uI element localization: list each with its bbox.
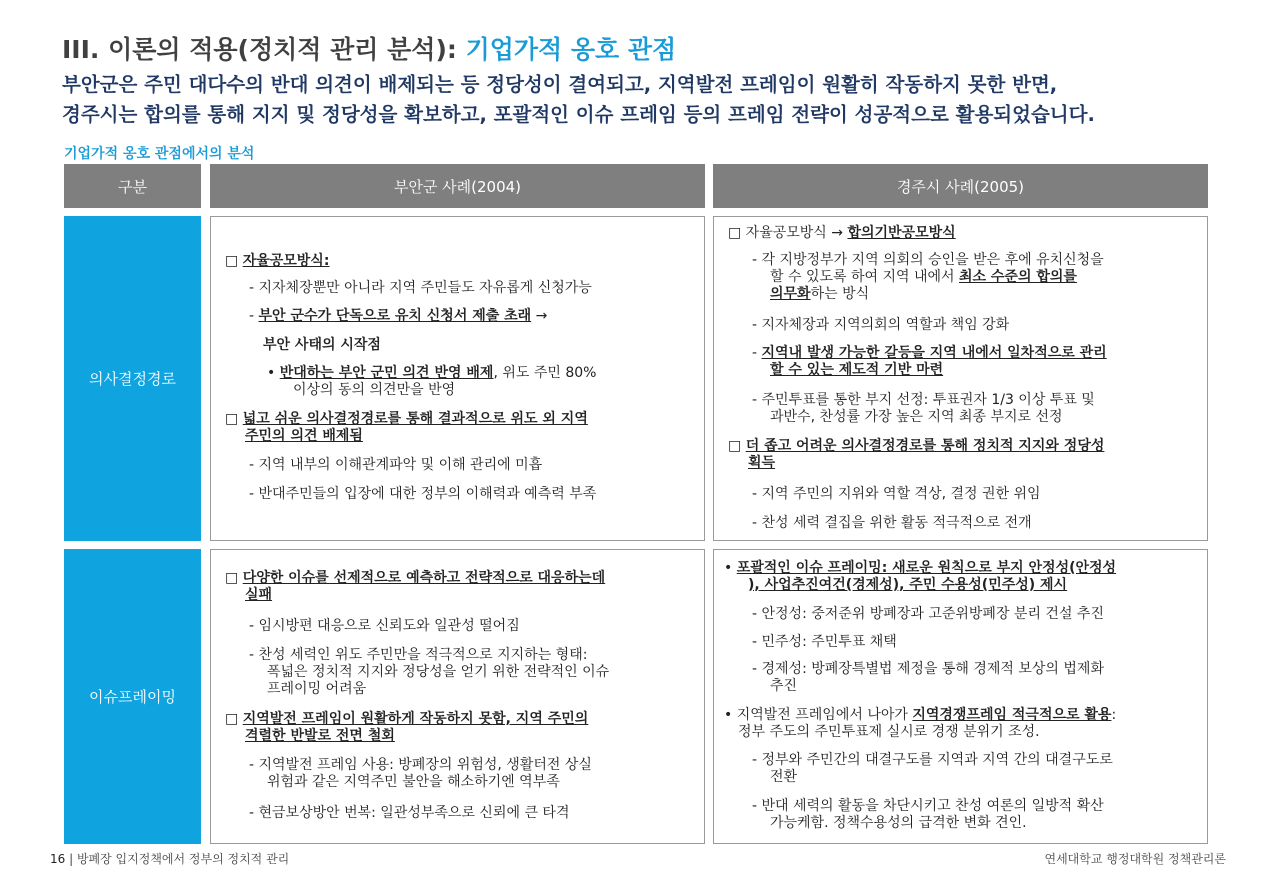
text-segment: : — [1111, 707, 1117, 723]
cell-text-line — [293, 382, 455, 399]
text-segment: - — [752, 345, 762, 361]
cell-text-line — [249, 308, 547, 325]
cell-text-line — [249, 757, 592, 774]
cell-text-line — [249, 805, 569, 822]
cell-buan-framing — [210, 549, 705, 844]
cell-text-line — [752, 317, 1009, 334]
text-segment: 더 좁고 어려운 의사결정경로를 통해 정치적 지지와 정당성 — [745, 438, 1105, 454]
header-buan: 부안군 사례(2004) — [210, 164, 705, 208]
page-number: 16 — [50, 852, 66, 866]
title-accent: 기업가적 옹호 관점 — [465, 35, 677, 64]
text-segment: - 경제성: 방폐장특별법 제정을 통해 경제적 보상의 법제화 — [752, 661, 1104, 677]
row-label-decision-path: 의사결정경로 — [64, 216, 201, 541]
cell-text-line — [225, 411, 588, 428]
text-segment: 정부 주도의 주민투표제 실시로 경쟁 분위기 조성. — [738, 724, 1040, 740]
text-segment: 다양한 이슈를 선제적으로 예측하고 전략적으로 대응하는데 — [242, 570, 606, 586]
text-segment: - 임시방편 대응으로 신뢰도와 일관성 떨어짐 — [249, 618, 520, 634]
text-segment: □ — [225, 711, 243, 727]
cell-text-line — [263, 337, 381, 354]
text-segment: 부안 사태의 시작점 — [263, 337, 381, 353]
text-segment: 반대하는 부안 군민 의견 반영 배제 — [279, 365, 494, 381]
text-segment: • — [267, 365, 280, 381]
text-segment: 이상의 동의 의견만을 반영 — [293, 382, 456, 398]
text-segment: - 지역 주민의 지위와 역할 격상, 결정 권한 위임 — [752, 486, 1041, 502]
cell-text-line — [748, 577, 1067, 594]
text-segment: 위험과 같은 지역주민 불안을 해소하기엔 역부족 — [267, 774, 560, 790]
text-segment: 할 수 있는 제도적 기반 마련 — [770, 362, 944, 378]
cell-text-line — [752, 661, 1104, 678]
cell-text-line — [267, 664, 609, 681]
text-segment: 최소 수준의 합의를 — [959, 269, 1077, 285]
text-segment: 격렬한 반발로 전면 철회 — [245, 728, 395, 744]
cell-gyeongju-decision — [713, 216, 1208, 541]
cell-text-line — [245, 587, 272, 604]
cell-text-line — [728, 225, 956, 242]
cell-text-line — [770, 286, 869, 303]
cell-text-line — [245, 728, 395, 745]
footer-doc-title: 방폐장 입지정책에서 정부의 정치적 관리 — [76, 852, 290, 866]
cell-text-line — [249, 647, 587, 664]
footer-left: 16 | 방폐장 입지정책에서 정부의 정치적 관리 — [50, 852, 290, 866]
text-segment: 부안 군수가 단독으로 유치 신청서 제출 초래 — [258, 308, 532, 324]
text-segment: 지역내 발생 가능한 갈등을 지역 내에서 일차적으로 관리 — [761, 345, 1107, 361]
text-segment: 획득 — [748, 455, 776, 471]
text-segment: - 지자체장뿐만 아니라 지역 주민들도 자유롭게 신청가능 — [249, 280, 592, 296]
summary-line-2: 경주시는 합의를 통해 지지 및 정당성을 확보하고, 포괄적인 이슈 프레임 등의 프레임 전략이 성공적으로 활용되었습니다. — [62, 103, 1095, 126]
text-segment: • — [724, 560, 737, 576]
cell-text-line — [770, 678, 797, 695]
text-segment: 주민의 의견 배제됨 — [245, 428, 363, 444]
cell-text-line — [770, 269, 1077, 286]
footer-right: 연세대학교 행정대학원 정책관리론 — [1044, 852, 1226, 866]
text-segment: 프레이밍 어려움 — [267, 681, 367, 697]
cell-text-line — [249, 280, 592, 297]
cell-gyeongju-framing — [713, 549, 1208, 844]
text-segment: 할 수 있도록 하여 지역 내에서 — [770, 269, 959, 285]
text-segment: - 찬성 세력인 위도 주민만을 적극적으로 지지하는 형태: — [249, 647, 588, 663]
text-segment: □ — [225, 411, 243, 427]
cell-text-line — [752, 345, 1107, 362]
row-label-issue-framing: 이슈프레이밍 — [64, 549, 201, 844]
table-title: 기업가적 옹호 관점에서의 분석 — [64, 146, 255, 162]
header-category: 구분 — [64, 164, 201, 208]
text-segment: - 주민투표를 통한 부지 선정: 투표권자 1/3 이상 투표 및 — [752, 392, 1095, 408]
text-segment: - 현금보상방안 번복: 일관성부족으로 신뢰에 큰 타격 — [249, 805, 570, 821]
cell-text-line — [728, 438, 1104, 455]
text-segment: - 안정성: 중저준위 방폐장과 고준위방폐장 분리 건설 추진 — [752, 606, 1104, 622]
cell-text-line — [249, 457, 542, 474]
text-segment: , 위도 주민 80% — [493, 365, 597, 381]
cell-text-line — [249, 486, 596, 503]
text-segment: - 민주성: 주민투표 채택 — [752, 634, 897, 650]
text-segment: 지역발전 프레임이 원활하게 작동하지 못함, 지역 주민의 — [242, 711, 589, 727]
text-segment: 가능케함. 정책수용성의 급격한 변화 견인. — [770, 815, 1027, 831]
cell-text-line — [770, 815, 1027, 832]
text-segment: 과반수, 찬성률 가장 높은 지역 최종 부지로 선정 — [770, 409, 1063, 425]
text-segment: - 지역 내부의 이해관계파악 및 이해 관리에 미흡 — [249, 457, 543, 473]
text-segment: - 지역발전 프레임 사용: 방폐장의 위험성, 생활터전 상실 — [249, 757, 592, 773]
cell-text-line — [225, 253, 329, 270]
text-segment: □ — [728, 438, 746, 454]
text-segment: 포괄적인 이슈 프레이밍: 새로운 원칙으로 부지 안정성(안정성 — [736, 560, 1117, 576]
text-segment: 전환 — [770, 769, 798, 785]
text-segment: 의무화 — [770, 286, 811, 302]
cell-text-line — [752, 515, 1032, 532]
summary-line-1: 부안군은 주민 대다수의 반대 의견이 배제되는 등 정당성이 결여되고, 지역발전 프레임이 원활히 작동하지 못한 반면, — [62, 73, 1058, 96]
text-segment: - — [249, 308, 259, 324]
text-segment: □ 자율공모방식 → — [728, 225, 848, 241]
text-segment: - 정부와 주민간의 대결구도를 지역과 지역 간의 대결구도로 — [752, 752, 1113, 768]
cell-text-line — [752, 798, 1104, 815]
text-segment: - 반대주민들의 입장에 대한 정부의 이해력과 예측력 부족 — [249, 486, 597, 502]
text-segment: 실패 — [245, 587, 273, 603]
cell-text-line — [752, 606, 1104, 623]
text-segment: 넓고 쉬운 의사결정경로를 통해 결과적으로 위도 외 지역 — [242, 411, 588, 427]
cell-text-line — [748, 455, 775, 472]
text-segment: 하는 방식 — [810, 286, 870, 302]
text-segment: 자율공모방식: — [242, 253, 330, 269]
title-main: III. 이론의 적용(정치적 관리 분석): — [62, 35, 466, 64]
text-segment: ), 사업추진여건(경제성), 주민 수용성(민주성) 제시 — [748, 577, 1068, 593]
text-segment: - 지자체장과 지역의회의 역할과 책임 강화 — [752, 317, 1010, 333]
summary-text — [62, 70, 1232, 130]
cell-text-line — [245, 428, 363, 445]
text-segment: 합의기반공모방식 — [847, 225, 956, 241]
text-segment: □ — [225, 570, 243, 586]
cell-text-line — [724, 707, 1116, 724]
cell-buan-decision — [210, 216, 705, 541]
cell-text-line — [724, 560, 1116, 577]
cell-text-line — [267, 681, 366, 698]
text-segment: → — [531, 308, 548, 324]
cell-text-line — [738, 724, 1040, 741]
header-gyeongju: 경주시 사례(2005) — [713, 164, 1208, 208]
cell-text-line — [770, 362, 943, 379]
cell-text-line — [770, 769, 797, 786]
text-segment: □ — [225, 253, 243, 269]
cell-text-line — [752, 486, 1041, 503]
cell-text-line — [267, 774, 560, 791]
text-segment: - 각 지방정부가 지역 의회의 승인을 받은 후에 유치신청을 — [752, 252, 1104, 268]
cell-text-line — [752, 634, 897, 651]
cell-text-line — [267, 365, 596, 382]
cell-text-line — [752, 752, 1113, 769]
text-segment: - 찬성 세력 결집을 위한 활동 적극적으로 전개 — [752, 515, 1032, 531]
text-segment: • 지역발전 프레임에서 나아가 — [724, 707, 913, 723]
cell-text-line — [249, 618, 520, 635]
cell-text-line — [225, 711, 588, 728]
text-segment: 폭넓은 정치적 지지와 정당성을 얻기 위한 전략적인 이슈 — [267, 664, 610, 680]
cell-text-line — [752, 252, 1104, 269]
text-segment: 추진 — [770, 678, 798, 694]
page-title — [62, 30, 676, 66]
text-segment: - 반대 세력의 활동을 차단시키고 찬성 여론의 일방적 확산 — [752, 798, 1104, 814]
cell-text-line — [752, 392, 1095, 409]
cell-text-line — [225, 570, 605, 587]
cell-text-line — [770, 409, 1063, 426]
text-segment: 지역경쟁프레임 적극적으로 활용 — [912, 707, 1112, 723]
